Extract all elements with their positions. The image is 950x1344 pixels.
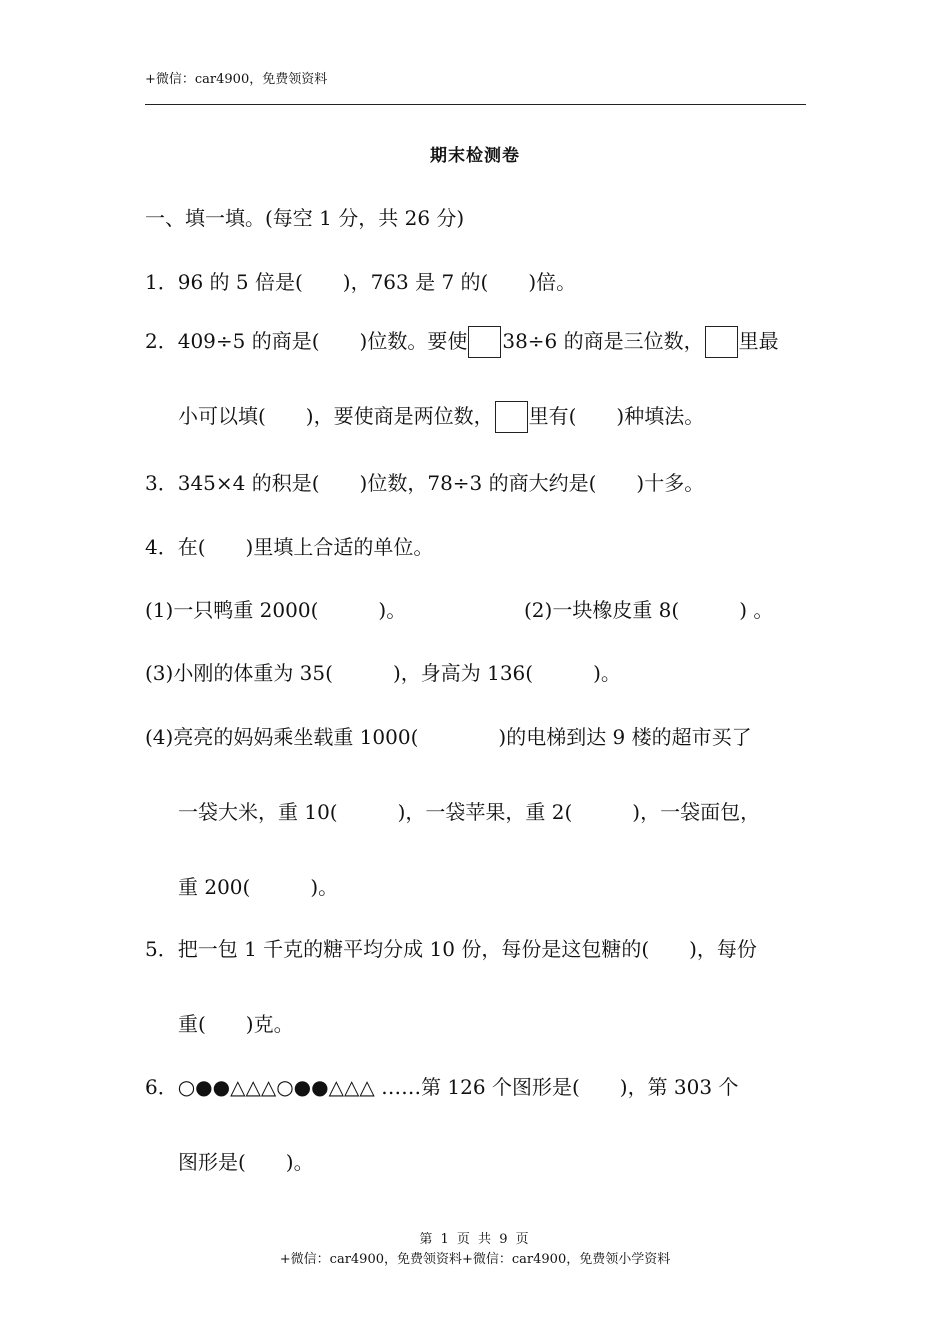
question-6-line-2: 图形是( )。	[178, 1150, 314, 1174]
question-2-line-1	[145, 325, 779, 358]
question-2-line-2	[178, 400, 704, 433]
question-2-text-d: 小可以填( )，要使商是两位数，	[178, 404, 494, 428]
question-2-text-a: 2．409÷5 的商是( )位数。要使	[145, 329, 468, 353]
question-3: 3．345×4 的积是( )位数，78÷3 的商大约是( )十多。	[145, 471, 705, 495]
question-5-line-1: 5．把一包 1 千克的糖平均分成 10 份，每份是这包糖的( )，每份	[145, 937, 757, 961]
question-4-sub-3: (3)小刚的体重为 35( )，身高为 136( )。	[145, 661, 621, 685]
question-4-sub-4-line-2: 一袋大米，重 10( )，一袋苹果，重 2( )，一袋面包，	[178, 800, 761, 824]
page-number: 第 1 页 共 9 页	[419, 1232, 531, 1247]
section-heading: 一、填一填。(每空 1 分，共 26 分)	[145, 206, 465, 230]
question-2-text-b: 38÷6 的商是三位数，	[502, 329, 704, 353]
question-4-sub-2: (2)一块橡皮重 8( ) 。	[524, 598, 774, 622]
question-2-text-e: 里有( )种填法。	[528, 404, 705, 428]
page-title: 期末检测卷	[430, 146, 520, 166]
question-4-sub-4-line-3: 重 200( )。	[178, 875, 339, 899]
question-2-text-c: 里最	[738, 329, 779, 353]
question-5-line-2: 重( )克。	[178, 1012, 294, 1036]
footer-note: +微信：car4900，免费领资料+微信：car4900，免费领小学资料	[279, 1252, 671, 1267]
question-4-sub-1: (1)一只鸭重 2000( )。	[145, 598, 407, 622]
question-4-stem: 4．在( )里填上合适的单位。	[145, 535, 434, 559]
answer-box[interactable]	[468, 326, 501, 358]
answer-box[interactable]	[705, 326, 738, 358]
header-divider	[145, 104, 806, 105]
question-4-sub-4-line-1: (4)亮亮的妈妈乘坐载重 1000( )的电梯到达 9 楼的超市买了	[145, 725, 752, 749]
header-note: +微信：car4900，免费领资料	[145, 72, 328, 87]
question-1: 1．96 的 5 倍是( )，763 是 7 的( )倍。	[145, 270, 577, 294]
question-6-line-1: 6．○●●△△△○●●△△△ ……第 126 个图形是( )，第 303 个	[145, 1075, 739, 1099]
answer-box[interactable]	[495, 401, 528, 433]
